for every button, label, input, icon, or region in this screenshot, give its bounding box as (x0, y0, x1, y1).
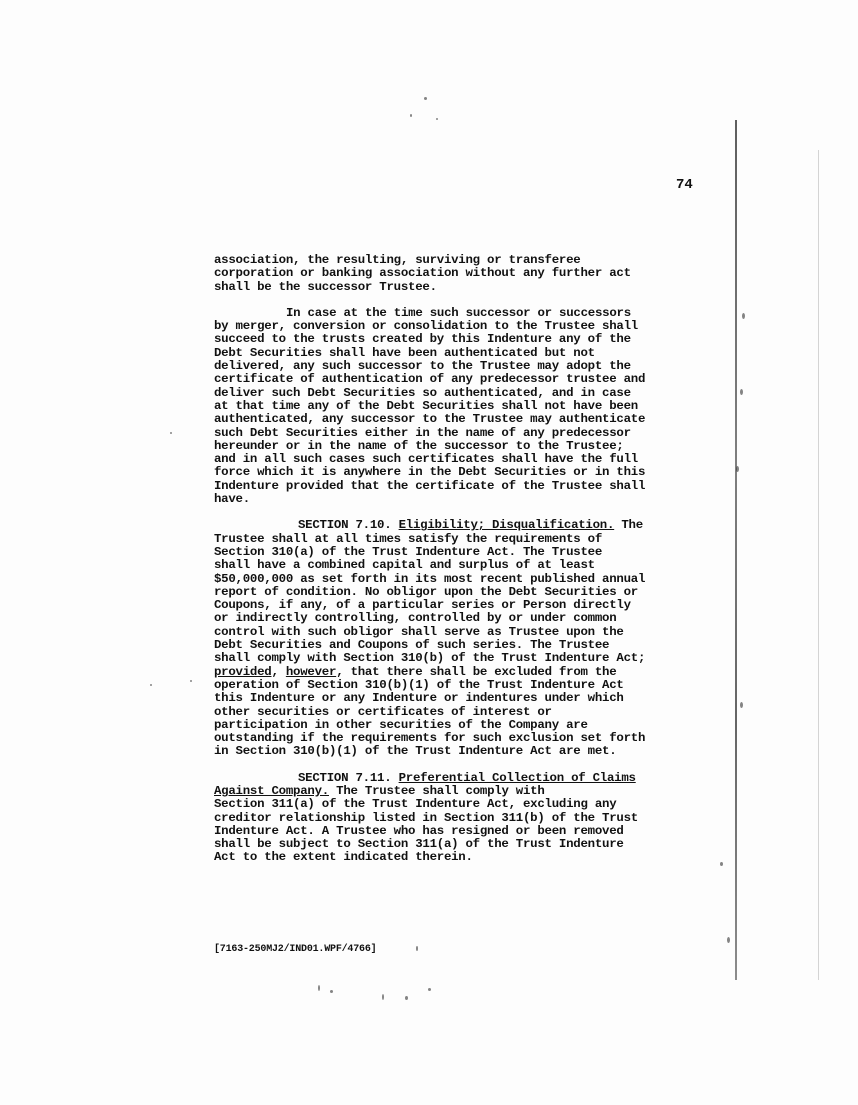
scan-speck (330, 990, 333, 993)
section-7-11-title-line1: Preferential Collection of Claims (398, 770, 636, 785)
scan-speck (436, 118, 438, 120)
section-7-11-heading: SECTION 7.11. (298, 770, 392, 785)
scan-speck (720, 862, 723, 866)
scan-edge-line (735, 120, 737, 980)
scan-speck (405, 996, 408, 1000)
document-footer-code: [7163-250MJ2/IND01.WPF/4766] (214, 944, 377, 955)
scan-speck (382, 994, 384, 1000)
section-7-10-proviso-provided: provided (214, 664, 272, 679)
scan-speck (416, 946, 418, 951)
section-7-11-body-first: The Trustee shall comply with (336, 783, 545, 798)
scan-speck (736, 466, 739, 472)
section-7-10-body: Trustee shall at all times satisfy the requirements of Section 310(a) of the Trust Indenture Act. The Trustee shall have a combined capital and surplus of at least $50,000,000 as set forth in its most recent published annual report of condition. No obligor upon the Debt Securities or Coupons, if any, of a particular series or Person directly or indirectly controlling, controlled by or under common control with such obligor shall serve as Trustee upon the Debt Securities and Coupons of such series. The Trustee shall comply with Section 310(b) of the Trust Indenture Act; (214, 531, 646, 666)
paragraph-successor-trustee: In case at the time such successor or successors by merger, conversion or consolidation to the Trustee shall succeed to the trusts created by this Indenture any of the Debt Securities shall have been authenticated but not delivered, any such successor to the Trustee may adopt the certificate of authentication of any predecessor trustee and deliver such Debt Securities so authenticated, and in case at that time any of the Debt Securities shall not have been authenticated, any successor to the Trustee may authenticate such Debt Securities either in the name of any predecessor hereunder or in the name of the successor to the Trustee; and in all such cases such certificates shall have the full force which it is anywhere in the Debt Securities or in this Indenture provided that the certificate of the Trustee shall have. (214, 305, 646, 507)
section-7-11-title-line2: Against Company. (214, 783, 329, 798)
section-7-10-proviso-however: however (285, 664, 337, 679)
scan-speck (740, 389, 743, 395)
scan-speck (170, 432, 172, 434)
scan-speck (424, 97, 427, 100)
scan-speck (190, 680, 192, 682)
scan-speck (428, 988, 431, 991)
scan-speck (727, 937, 730, 943)
section-7-10: SECTION 7.10. Eligibility; Disqualification. The Trustee shall at all times satisfy the requirements of Section 310(a) of the Trust Indenture Act. The Trustee shall have a combined capital and surplus of at least $50,000,000 as set forth in its most recent published annual report of condition. No obligor upon the Debt Securities or Coupons, if any, of a particular series or Person directly or indirectly controlling, controlled by or under common control with such obligor shall serve as Trustee upon the Debt Securities and Coupons of such series. The Trustee shall comply with Section 310(b) of the Trust Indenture Act; provided, however, that there shall be excluded from the operation of Section 310(b)(1) of the Trust Indenture Act this Indenture or any Indenture or indentures under which other securities or certificates of interest or participation in other securities of the Company are outstanding if the requirements for such exclusion set forth in Section 310(b)(1) of the Trust Indenture Act are met. (214, 518, 646, 759)
section-7-10-title: Eligibility; Disqualification. (398, 518, 615, 533)
section-7-10-first-word: The (621, 518, 643, 533)
section-7-11 (214, 772, 704, 865)
section-7-10-heading: SECTION 7.10. (298, 518, 392, 533)
scan-edge-line-faint (818, 150, 819, 980)
paragraph-continuation: association, the resulting, surviving or transferee corporation or banking association without any further act shall be the successor Trustee. (214, 253, 631, 294)
section-7-10-tail: that there shall be excluded from the operation of Section 310(b)(1) of the Trust Indenture Act this Indenture or any Indenture or indentures under which other securities or certificates of interest or participation in other securities of the Company are outstanding if the requirements for such exclusion set forth in Section 310(b)(1) of the Trust Indenture Act are met. (214, 664, 646, 759)
page-number: 74 (676, 177, 693, 193)
scan-speck (150, 684, 152, 686)
document-body (214, 254, 704, 865)
scan-speck (740, 702, 743, 708)
scan-speck (410, 114, 412, 117)
section-7-11-body: Section 311(a) of the Trust Indenture Act, excluding any creditor relationship listed in Section 311(b) of the Trust Indenture Act. A Trustee who has resigned or been removed shall be subject to Section 311(a) of the Trust Indenture Act to the extent indicated therein. (214, 797, 638, 865)
scan-speck (742, 313, 745, 319)
scan-speck (318, 985, 320, 991)
